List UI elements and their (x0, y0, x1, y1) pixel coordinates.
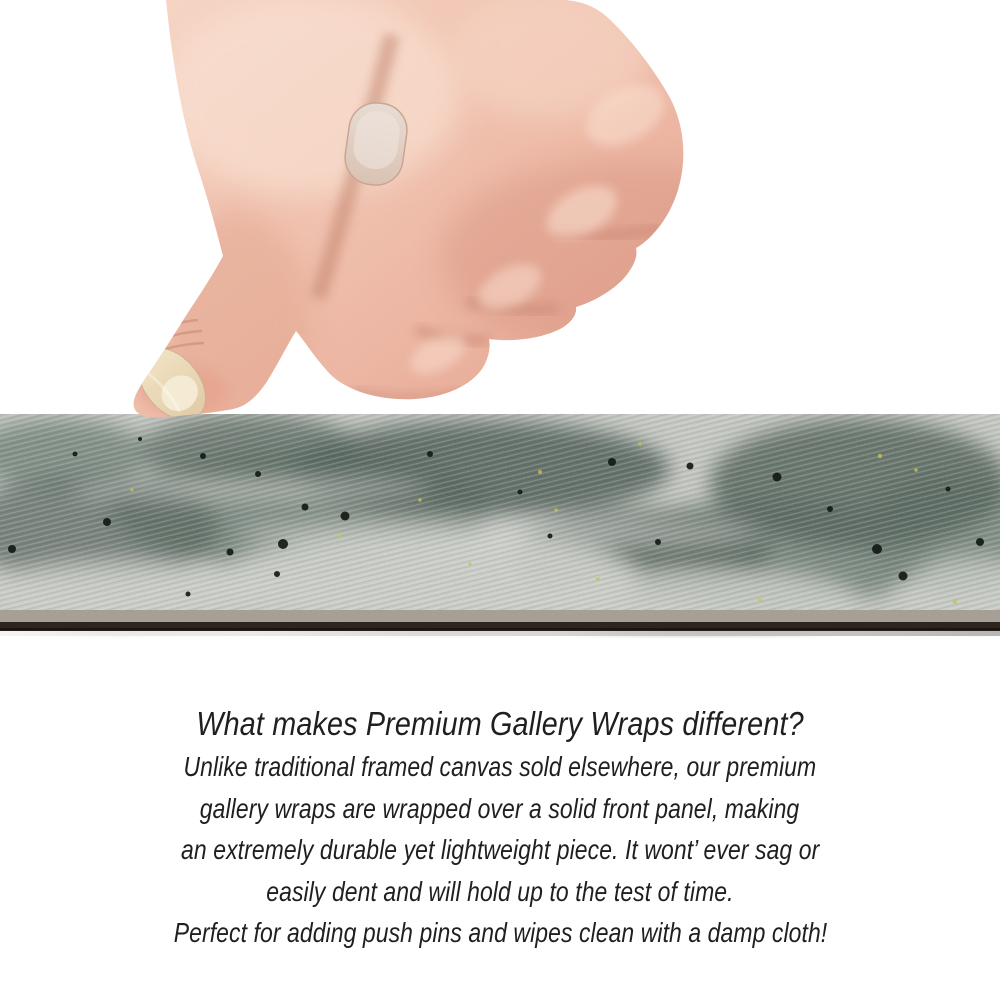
page-title: What makes Premium Gallery Wraps different? (196, 705, 804, 742)
description-line: gallery wraps are wrapped over a solid front panel, making (200, 792, 800, 824)
description-line: Unlike traditional framed canvas sold elsewhere, our premium (183, 751, 817, 782)
description-line: Perfect for adding push pins and wipes clean with a damp cloth! (173, 917, 827, 948)
hand-photo (120, 0, 690, 420)
description-line: easily dent and will hold up to the test of time. (266, 875, 734, 907)
panel-shadow (0, 631, 1000, 636)
canvas-edge-photo (0, 414, 1000, 638)
description-line: an extremely durable yet lightweight piece. It wont’ ever sag or (180, 834, 820, 865)
description-block (0, 704, 1000, 954)
